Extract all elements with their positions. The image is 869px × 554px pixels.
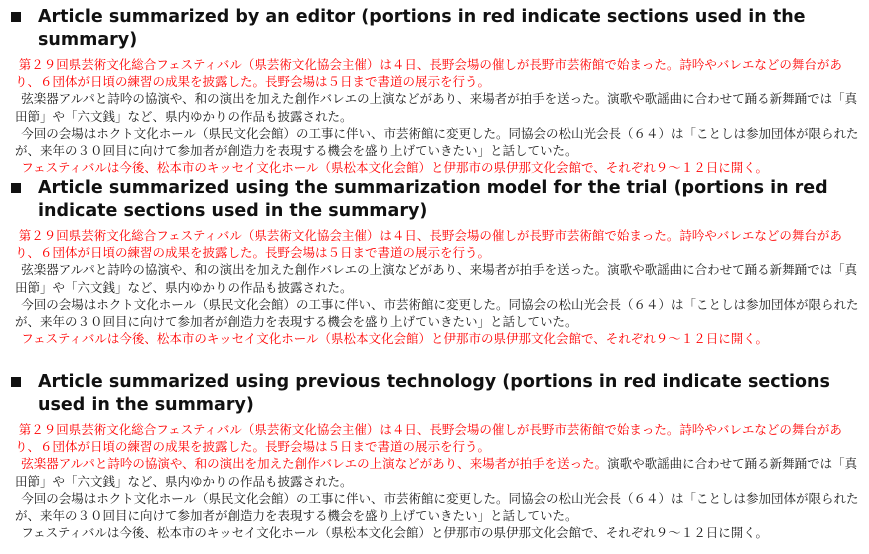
section-editor-summary <box>0 6 869 176</box>
article-paragraph <box>15 56 859 90</box>
section-previous-technology-summary <box>0 371 869 541</box>
article-paragraph <box>15 227 859 261</box>
summary-highlight-text: 第２９回県芸術文化総合フェスティバル（県芸術文化協会主催）は４日、長野会場の催しが長野市芸術館で始まった。詩吟やバレエなどの舞台があり、６団体が日頃の練習の成果を披露した。長野会場は５日まで書道の展示を行う。 <box>15 228 842 261</box>
article-text: 弦楽器アルパと詩吟の協演や、和の演出を加えた創作バレエの上演などがあり、来場者が拍手を送った。演歌や歌謡曲に合わせて踊る新舞踊では「真田節」や「六文銭」など、県内ゆかりの作品も披露された。 <box>15 91 858 124</box>
article-text: 今回の会場はホクト文化ホール（県民文化会館）の工事に伴い、市芸術館に変更した。同協会の松山光会長（６４）は「ことしは参加団体が限られたが、来年の３０回目に向けて参加者が創造力を表現する機会を盛り上げていきたい」と話していた。 <box>15 296 859 330</box>
summary-highlight-text: 第２９回県芸術文化総合フェスティバル（県芸術文化協会主催）は４日、長野会場の催しが長野市芸術館で始まった。詩吟やバレエなどの舞台があり、６団体が日頃の練習の成果を披露した。長野会場は５日まで書道の展示を行う。 <box>15 422 842 455</box>
article-body <box>0 421 869 541</box>
article-paragraph <box>15 261 859 295</box>
article-paragraph <box>15 90 859 124</box>
article-text: 今回の会場はホクト文化ホール（県民文化会館）の工事に伴い、市芸術館に変更した。同協会の松山光会長（６４）は「ことしは参加団体が限られたが、来年の３０回目に向けて参加者が創造力を表現する機会を盛り上げていきたい」と話していた。 <box>15 490 859 524</box>
section-heading-text: Article summarized using previous technology (portions in red indicate sections used in the summary) <box>38 372 830 415</box>
square-bullet-icon <box>11 183 21 193</box>
article-body <box>0 227 869 347</box>
section-heading <box>0 6 869 52</box>
article-body <box>0 56 869 176</box>
article-text: 今回の会場はホクト文化ホール（県民文化会館）の工事に伴い、市芸術館に変更した。同協会の松山光会長（６４）は「ことしは参加団体が限られたが、来年の３０回目に向けて参加者が創造力を表現する機会を盛り上げていきたい」と話していた。 <box>15 125 859 159</box>
summary-highlight-text: 弦楽器アルパと詩吟の協演や、和の演出を加えた創作バレエの上演などがあり、来場者が拍手を送った。 <box>21 456 608 472</box>
square-bullet-icon <box>11 377 21 387</box>
article-paragraph <box>15 296 859 330</box>
section-trial-model-summary <box>0 177 869 347</box>
article-text: フェスティバルは今後、松本市のキッセイ文化ホール（県松本文化会館）と伊那市の県伊那文化会館で、それぞれ９～１２日に開く。 <box>21 525 769 541</box>
summary-highlight-text: フェスティバルは今後、松本市のキッセイ文化ホール（県松本文化会館）と伊那市の県伊那文化会館で、それぞれ９～１２日に開く。 <box>21 160 769 176</box>
article-paragraph <box>15 524 859 541</box>
article-paragraph <box>15 159 859 176</box>
square-bullet-icon <box>11 12 21 22</box>
summary-highlight-text: フェスティバルは今後、松本市のキッセイ文化ホール（県松本文化会館）と伊那市の県伊那文化会館で、それぞれ９～１２日に開く。 <box>21 331 769 347</box>
section-heading-text: Article summarized by an editor (portions in red indicate sections used in the summary) <box>38 7 806 50</box>
article-paragraph <box>15 421 859 455</box>
article-paragraph <box>15 455 859 489</box>
article-text: 弦楽器アルパと詩吟の協演や、和の演出を加えた創作バレエの上演などがあり、来場者が拍手を送った。演歌や歌謡曲に合わせて踊る新舞踊では「真田節」や「六文銭」など、県内ゆかりの作品も披露された。 <box>15 262 858 295</box>
section-heading <box>0 371 869 417</box>
article-paragraph <box>15 125 859 159</box>
section-heading-text: Article summarized using the summarization model for the trial (portions in red indicate sections used in the summary) <box>38 178 828 221</box>
section-heading <box>0 177 869 223</box>
article-paragraph <box>15 490 859 524</box>
article-paragraph <box>15 330 859 347</box>
summary-highlight-text: 第２９回県芸術文化総合フェスティバル（県芸術文化協会主催）は４日、長野会場の催しが長野市芸術館で始まった。詩吟やバレエなどの舞台があり、６団体が日頃の練習の成果を披露した。長野会場は５日まで書道の展示を行う。 <box>15 57 842 90</box>
article-text: 演歌や歌謡曲に合わせて踊る新舞踊では「真田節」や「六文銭」など、県内ゆかりの作品も披露された。 <box>15 456 858 489</box>
